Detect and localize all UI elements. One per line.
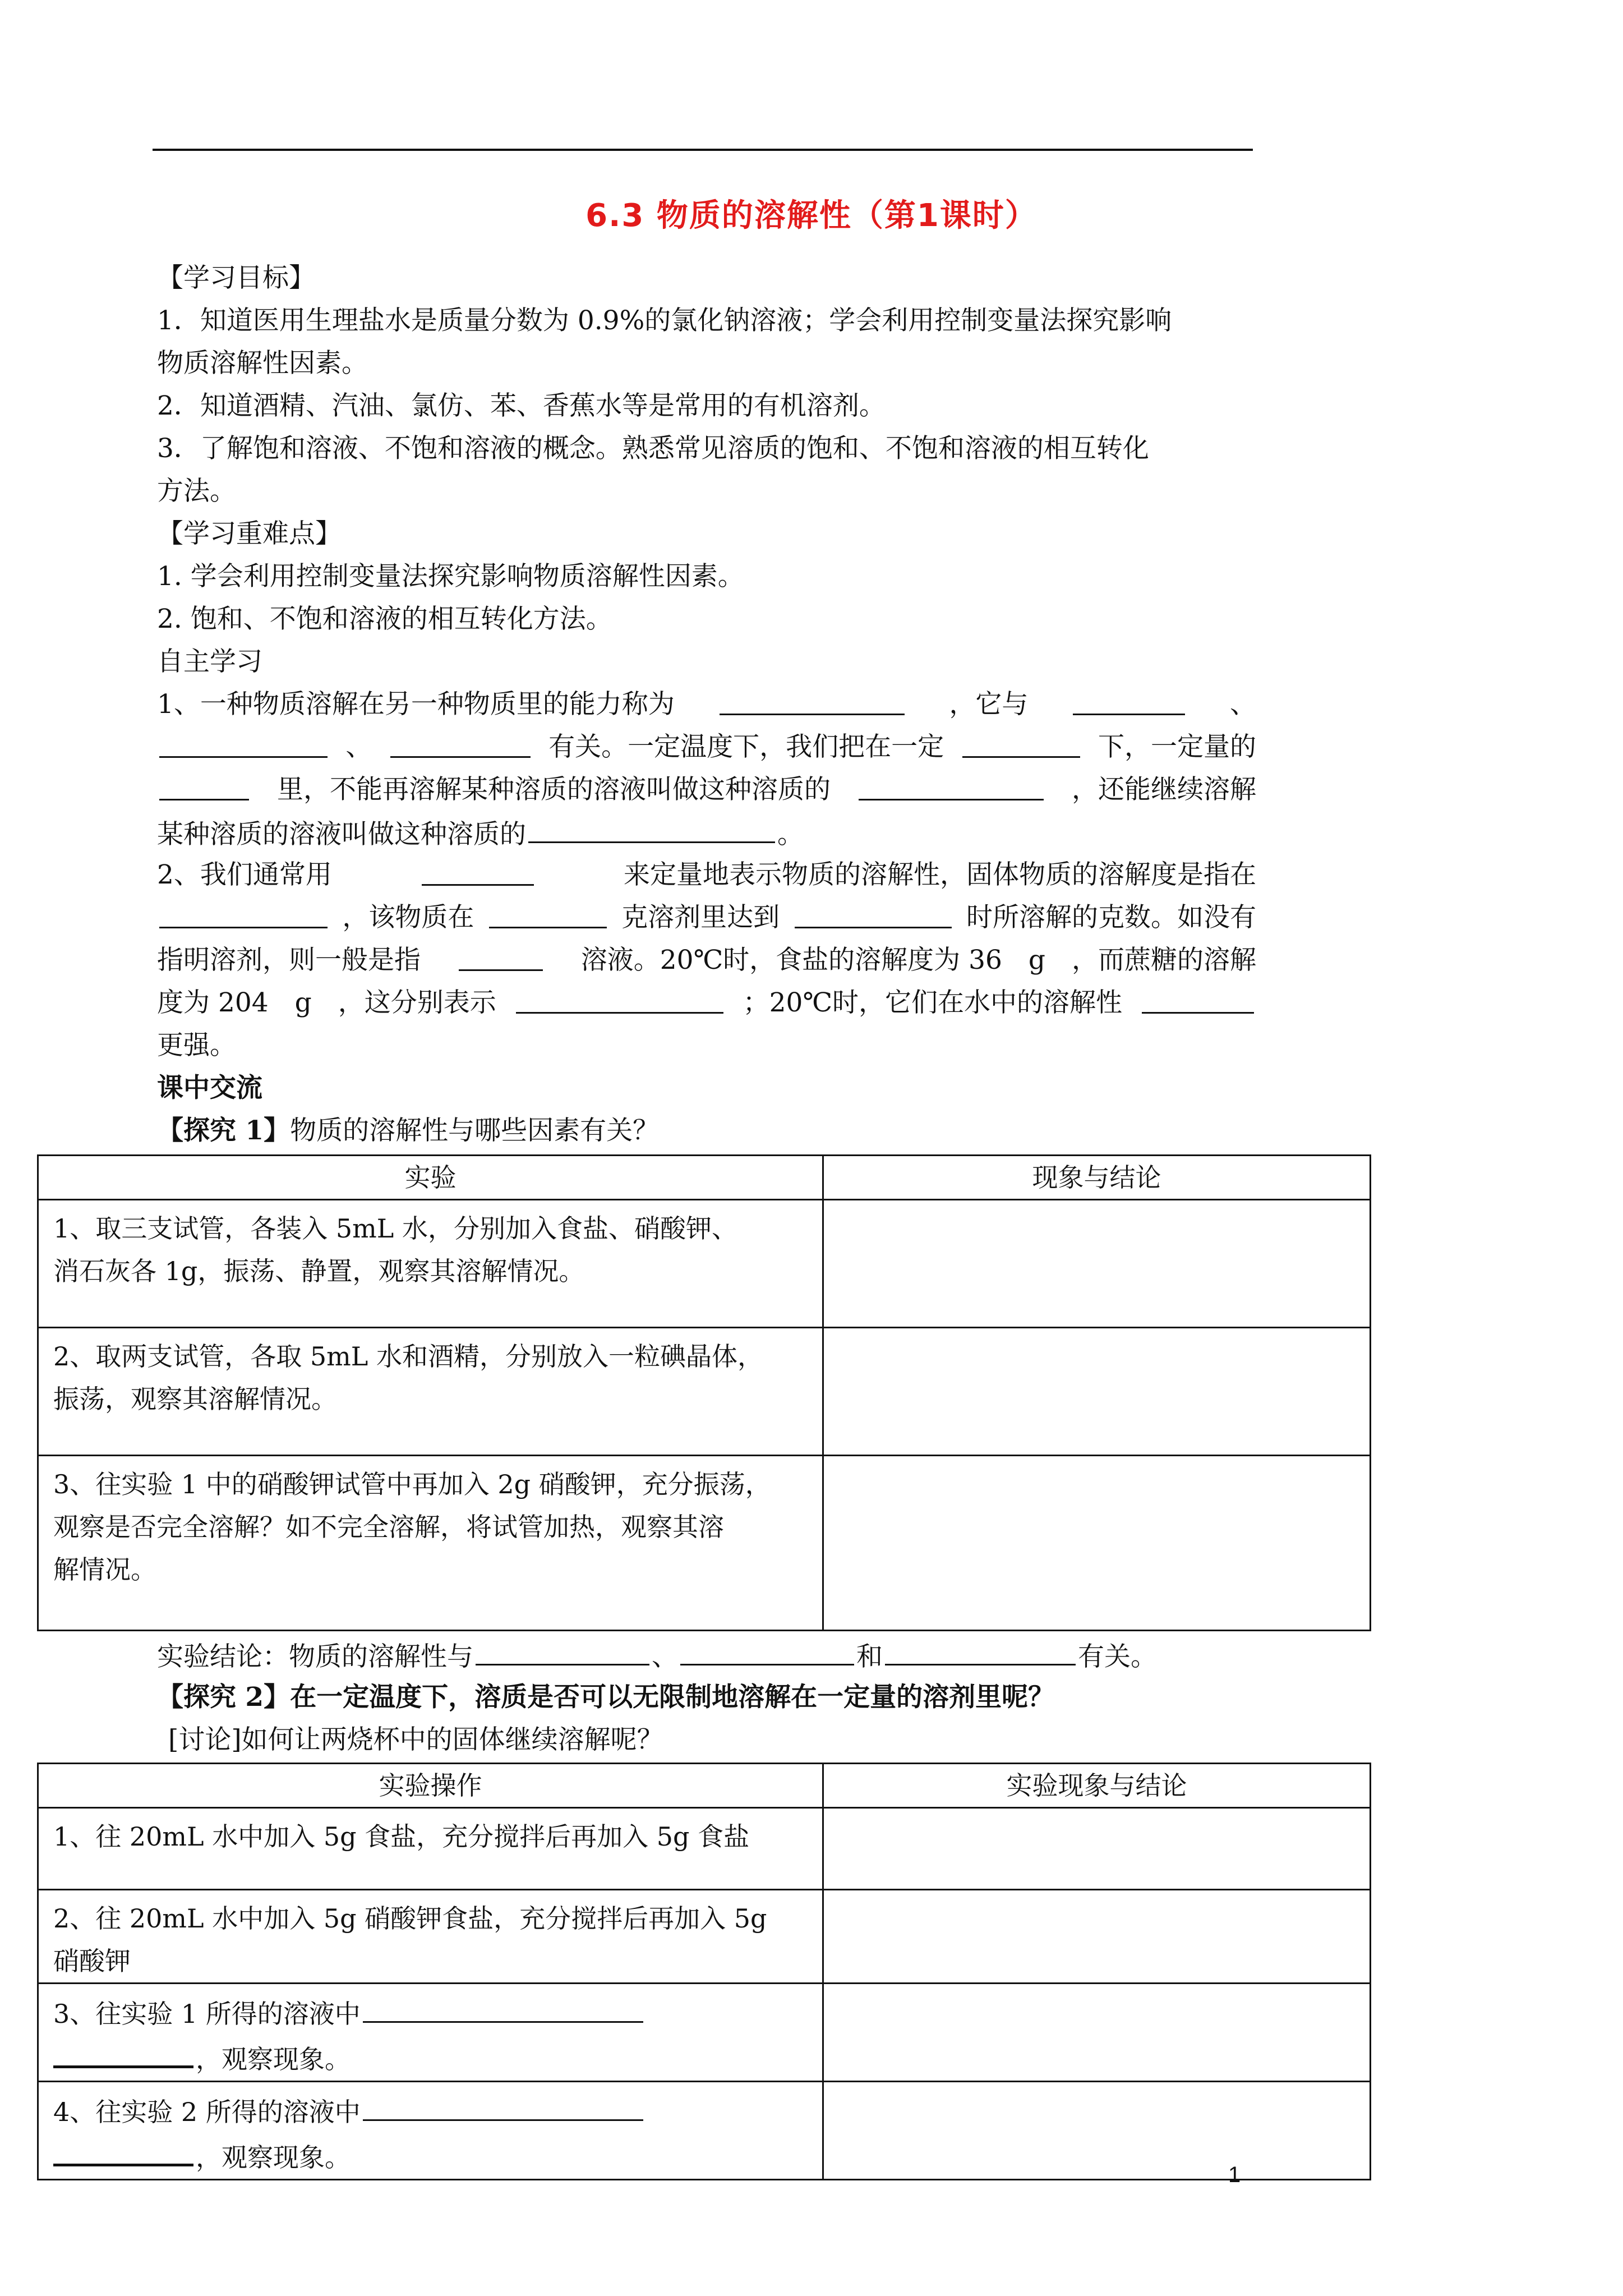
inquiry2-table (37, 1763, 1371, 2180)
class-exchange-heading: 课中交流 (157, 1073, 262, 1103)
cell-line: 消石灰各 1g，振荡、静置，观察其溶解情况。 (53, 1256, 585, 1286)
q2-text: ；20℃时，它们在水中的溶解性 (743, 987, 1123, 1018)
fill-blank[interactable] (363, 2089, 643, 2121)
header-rule (153, 149, 1253, 151)
table-row (38, 1808, 1371, 1890)
q1-line-4 (157, 811, 1256, 856)
fill-blank[interactable] (859, 769, 1044, 800)
key-points-heading: 【学习重难点】 (157, 518, 342, 549)
cell-line: 解情况。 (53, 1554, 156, 1585)
q1-text: ，还能继续溶解 (1072, 774, 1256, 805)
q1-line-3 (157, 769, 1256, 811)
experiment-cell (38, 1456, 823, 1631)
fill-blank[interactable] (476, 1634, 649, 1665)
q2-line-5: 更强。 (157, 1030, 236, 1061)
q2-line-2 (157, 896, 1256, 939)
q1-text: ，它与 (949, 689, 1029, 720)
fill-blank[interactable] (159, 769, 249, 800)
fill-blank[interactable] (962, 726, 1080, 758)
fill-blank[interactable] (1142, 982, 1254, 1014)
inquiry2-heading (157, 1676, 1256, 1719)
q2-text: ，该物质在 (342, 902, 474, 933)
q2-text: 来定量地表示物质的溶解性，固体物质的溶解度是指在 (624, 859, 1256, 890)
key-point-line: 1. 学会利用控制变量法探究影响物质溶解性因素。 (157, 561, 744, 592)
conclusion-text: 有关。 (1078, 1641, 1157, 1672)
inquiry1-heading (157, 1110, 1256, 1152)
q2-text: 溶液。20℃时，食盐的溶解度为 36 g ，而蔗糖的溶解 (580, 945, 1256, 976)
inquiry2-discussion: [讨论]如何让两烧杯中的固体继续溶解呢？ (168, 1724, 663, 1755)
operation-cell (38, 1984, 823, 2082)
objectives-heading: 【学习目标】 (157, 263, 315, 293)
q1-line-1 (157, 683, 1256, 726)
q2-text: 克溶剂里达到 (621, 902, 780, 933)
fill-blank[interactable] (720, 683, 905, 715)
fill-blank[interactable] (795, 896, 952, 928)
page-number: 1 (1228, 2162, 1241, 2187)
result-cell[interactable] (823, 1984, 1371, 2082)
table-row (38, 1200, 1371, 1328)
cell-line: 振荡，观察其溶解情况。 (53, 1384, 337, 1414)
column-header: 实验操作 (38, 1764, 823, 1808)
inquiry1-table (37, 1154, 1371, 1631)
q1-text: 有关。一定温度下，我们把在一定 (548, 731, 944, 762)
cell-line: 硝酸钾 (53, 1946, 131, 1976)
table-header-row (38, 1764, 1371, 1808)
fill-blank[interactable] (885, 1634, 1076, 1665)
fill-blank[interactable] (680, 1634, 854, 1665)
objective-line: 3．了解饱和溶液、不饱和溶液的概念。熟悉常见溶质的饱和、不饱和溶液的相互转化 (157, 433, 1149, 464)
table-row (38, 2082, 1371, 2180)
q2-text: 2、我们通常用 (157, 859, 332, 890)
cell-line: ，观察现象。 (53, 2035, 811, 2081)
cell-line: 1、往 20mL 水中加入 5g 食盐，充分搅拌后再加入 5g 食盐 (53, 1821, 750, 1852)
cell-line: 4、往实验 2 所得的溶液中 (53, 2089, 811, 2133)
operation-cell (38, 2082, 823, 2180)
table-row (38, 1890, 1371, 1984)
experiment-cell (38, 1328, 823, 1456)
column-header: 实验现象与结论 (823, 1764, 1371, 1808)
self-study-heading: 自主学习 (157, 646, 262, 677)
result-cell[interactable] (823, 1890, 1371, 1984)
result-cell[interactable] (823, 2082, 1371, 2180)
fill-blank[interactable] (390, 726, 531, 758)
table-header-row (38, 1156, 1371, 1200)
operation-cell (38, 1890, 823, 1984)
objective-line: 方法。 (157, 476, 236, 507)
fill-blank[interactable] (489, 896, 607, 928)
cell-line: 观察是否完全溶解？如不完全溶解，将试管加热，观察其溶 (53, 1512, 724, 1542)
q2-line-1 (157, 854, 1256, 896)
cell-line: 2、往 20mL 水中加入 5g 硝酸钾食盐，充分搅拌后再加入 5g (53, 1903, 767, 1934)
objective-line: 1．知道医用生理盐水是质量分数为 0.9%的氯化钠溶液；学会利用控制变量法探究影响 (157, 305, 1172, 336)
cell-line: 2、取两支试管，各取 5mL 水和酒精，分别放入一粒碘晶体， (53, 1341, 763, 1372)
q2-line-4 (157, 982, 1256, 1024)
fill-blank[interactable] (422, 854, 534, 886)
q1-text: 某种溶质的溶液叫做这种溶质的 (157, 819, 526, 850)
result-cell[interactable] (823, 1328, 1371, 1456)
objective-line: 2．知道酒精、汽油、氯仿、苯、香蕉水等是常用的有机溶剂。 (157, 390, 886, 421)
q2-text: 时所溶解的克数。如没有 (966, 902, 1256, 933)
inquiry2-label: 【探究 2】 (157, 1682, 291, 1713)
table-row (38, 1984, 1371, 2082)
page-title: 6.3 物质的溶解性（第1课时） (585, 197, 1038, 234)
q1-text: 下，一定量的 (1098, 731, 1256, 762)
cell-line: ，观察现象。 (53, 2133, 811, 2179)
inquiry1-label: 【探究 1】 (157, 1115, 291, 1146)
q1-text: 。 (777, 819, 804, 850)
fill-blank[interactable] (459, 939, 543, 971)
result-cell[interactable] (823, 1200, 1371, 1328)
cell-line: 3、往实验 1 中的硝酸钾试管中再加入 2g 硝酸钾，充分振荡， (53, 1469, 771, 1499)
column-header: 现象与结论 (823, 1156, 1371, 1200)
conclusion-text: 、 (652, 1641, 678, 1672)
table-row (38, 1456, 1371, 1631)
cell-line: 1、取三支试管，各装入 5mL 水，分别加入食盐、硝酸钾、 (53, 1213, 737, 1244)
conclusion-text: 实验结论：物质的溶解性与 (157, 1641, 473, 1672)
fill-blank[interactable] (1073, 683, 1185, 715)
column-header: 实验 (38, 1156, 823, 1200)
q1-text: 里，不能再溶解某种溶质的溶液叫做这种溶质的 (277, 774, 831, 805)
fill-blank[interactable] (159, 726, 328, 758)
result-cell[interactable] (823, 1456, 1371, 1631)
inquiry1-question: 物质的溶解性与哪些因素有关？ (290, 1115, 660, 1146)
q1-text: 、 (1229, 689, 1256, 720)
fill-blank[interactable] (53, 2133, 193, 2166)
fill-blank[interactable] (53, 2035, 193, 2068)
table-row (38, 1328, 1371, 1456)
q2-line-3 (157, 939, 1256, 982)
key-point-line: 2. 饱和、不饱和溶液的相互转化方法。 (157, 604, 612, 634)
objective-line: 物质溶解性因素。 (157, 348, 368, 379)
conclusion-text: 和 (856, 1641, 883, 1672)
q2-text: 指明溶剂，则一般是指 (157, 945, 421, 976)
q1-line-2 (157, 726, 1256, 769)
cell-line: 3、往实验 1 所得的溶液中 (53, 1991, 811, 2035)
result-cell[interactable] (823, 1808, 1371, 1890)
q2-text: 度为 204 g ，这分别表示 (157, 987, 496, 1018)
inquiry1-conclusion (157, 1634, 1256, 1678)
fill-blank[interactable] (159, 896, 328, 928)
operation-cell (38, 1808, 823, 1890)
fill-blank[interactable] (528, 811, 775, 843)
inquiry2-question: 在一定温度下，溶质是否可以无限制地溶解在一定量的溶剂里呢？ (290, 1682, 1055, 1713)
experiment-cell (38, 1200, 823, 1328)
q1-text: 、 (345, 731, 372, 762)
q1-text: 1、一种物质溶解在另一种物质里的能力称为 (157, 689, 675, 720)
fill-blank[interactable] (516, 982, 723, 1014)
fill-blank[interactable] (363, 1991, 643, 2023)
